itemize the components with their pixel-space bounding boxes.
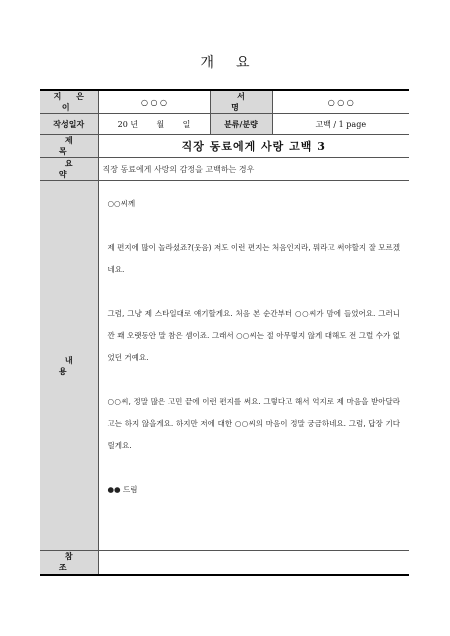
category-value: 고백 / 1 page: [272, 114, 409, 135]
date-label: 작성일자: [40, 114, 98, 135]
author-label: 지 은 이: [40, 90, 98, 114]
summary-row: [40, 158, 409, 181]
letter-greeting: ○○씨께: [107, 199, 136, 208]
document-form-table: [40, 89, 409, 576]
category-label: 분류/분량: [210, 114, 272, 135]
summary-label: 요 약: [40, 158, 98, 181]
letter-signoff: ●● 드림: [107, 485, 138, 494]
letter-paragraph-2: 그럼, 그냥 제 스타일대로 얘기할게요. 처음 본 순간부터 ○○씨가 맘에 들었어요. 그러니깐 꽤 오랫동안 말 참은 셈이죠. 그래서 ○○씨는 절 아무렇지 않게 대해도 전 그럴 수가 없었던 거예요.: [107, 309, 400, 362]
reference-label: 참 조: [40, 551, 98, 575]
reference-row: [40, 551, 409, 575]
date-day-label: 일: [182, 119, 191, 129]
signature-value: ○ ○ ○: [272, 90, 409, 114]
letter-paragraph-3: ○○씨, 정말 많은 고민 끝에 이런 편지를 써요. 그렇다고 해서 억지로 제 마음을 받아달라고는 하지 않을게요. 하지만 저에 대한 ○○씨의 마음이 정말 궁금하네요. 그럼, 답장 기다릴게요.: [107, 397, 400, 450]
reference-value: [98, 551, 409, 575]
page-title: 개요: [200, 55, 272, 71]
letter-body: [98, 181, 409, 551]
document-title: 직장 동료에게 사랑 고백 3: [98, 135, 409, 158]
content-row: [40, 181, 409, 551]
signature-label: 서 명: [210, 90, 272, 114]
author-row: [40, 90, 409, 114]
date-month-label: 월: [156, 119, 165, 129]
author-value: ○ ○ ○: [98, 90, 210, 114]
title-label: 제 목: [40, 135, 98, 158]
content-label: 내 용: [40, 181, 98, 551]
title-row: [40, 135, 409, 158]
date-row: [40, 114, 409, 135]
summary-value: 직장 동료에게 사랑의 감정을 고백하는 경우: [98, 158, 409, 181]
date-value: [98, 114, 210, 135]
date-year-label: 20 년: [117, 119, 139, 129]
letter-paragraph-1: 제 편지에 많이 놀라셨죠?(웃음) 저도 이런 편지는 처음인지라, 뭐라고 써야할지 잘 모르겠네요.: [107, 243, 400, 274]
